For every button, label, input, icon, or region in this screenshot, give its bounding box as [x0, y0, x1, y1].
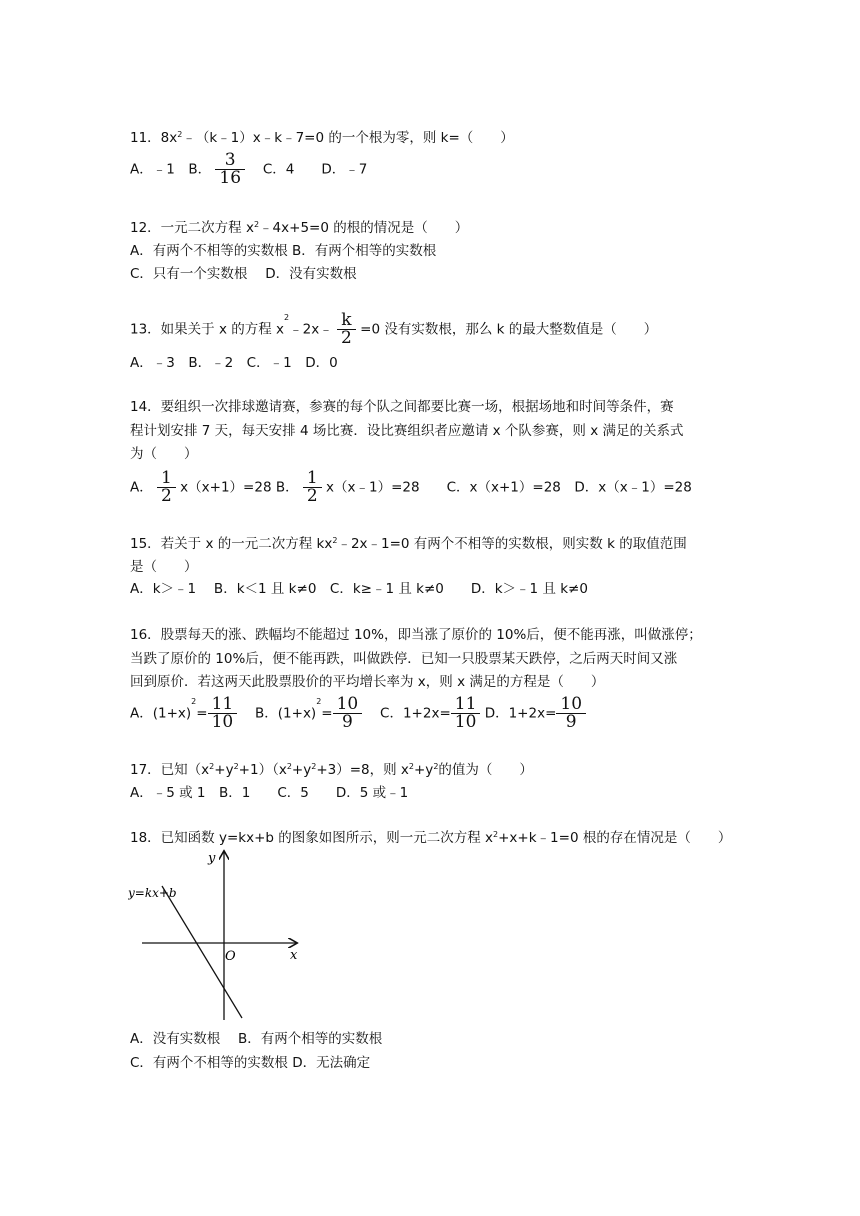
- q15-stem: 15．若关于 x 的一元二次方程 $kx^2﹣2x﹣1=0$ 有两个不相等的实数根，则实数 k 的取值范围: [130, 536, 687, 552]
- q14-fraction-a: $\frac{1}{2}$: [159, 470, 174, 505]
- line-label: y=kx+b: [128, 886, 177, 900]
- q16-fraction-b: $\frac{10}{9}$: [335, 696, 361, 731]
- q16-fraction-c: $\frac{11}{10}$: [453, 696, 479, 731]
- q12-options-line1: A．有两个不相等的实数根 B．有两个相等的实数根: [130, 243, 437, 259]
- q14-options: A． $\frac{1}{2}$ x（x+1）=28 B． $\frac{1}{2}$ x（x﹣1）=28 C．x（x+1）=28 D．x（x﹣1）=28: [130, 468, 692, 506]
- origin-label: O: [225, 949, 236, 964]
- q12-stem: 12．一元二次方程 $x^2﹣4x+5=0$ 的根的情况是（ ）: [130, 220, 469, 236]
- x-axis-label: x: [290, 948, 298, 963]
- q16-stem-line1: 16．股票每天的涨、跌幅均不能超过 10%，即当涨了原价的 10%后，便不能再涨，叫做涨停；: [130, 627, 702, 643]
- q14-stem-line3: 为（ ）: [130, 446, 198, 462]
- q11-fraction: $\frac{3}{16}$: [217, 152, 243, 187]
- q18-options-line2: C．有两个不相等的实数根 D．无法确定: [130, 1055, 371, 1071]
- q16-fraction-d: $\frac{10}{9}$: [558, 696, 584, 731]
- q11-stem: 11．$8x^2﹣(k﹣1)x﹣k﹣7=0$ 的一个根为零，则 k=（ ）: [130, 130, 514, 146]
- q14-stem-line1: 14．要组织一次排球邀请赛，参赛的每个队之间都要比赛一场，根据场地和时间等条件，赛: [130, 399, 674, 415]
- q15-options: A．k＞﹣1 B．k＜1 且 k≠0 C．k≥﹣1 且 k≠0 D．k＞﹣1 且 k≠0: [130, 581, 588, 597]
- q16-stem-line3: 回到原价．若这两天此股票股价的平均增长率为 x，则 x 满足的方程是（ ）: [130, 674, 605, 690]
- q15-stem-line2: 是（ ）: [130, 559, 198, 575]
- q13-options: A．﹣3 B．﹣2 C．﹣1 D．0: [130, 355, 338, 371]
- q17-options: A．﹣5 或 1 B．1 C．5 D．5 或﹣1: [130, 785, 409, 801]
- q18-options-line1: A．没有实数根 B．有两个相等的实数根: [130, 1031, 383, 1047]
- q12-options-line2: C．只有一个实数根 D．没有实数根: [130, 266, 357, 282]
- q17-stem: 17．已知$(x^2+y^2+1)(x^2+y^2+3)=8$，则 $x^2+y^2$的值为（ ）: [130, 762, 533, 778]
- q18-stem: 18．已知函数 y=kx+b 的图象如图所示，则一元二次方程 $x^2+x+k﹣1=0$ 根的存在情况是（ ）: [130, 830, 732, 846]
- q16-stem-line2: 当跌了原价的 10%后，便不能再跌，叫做跌停．已知一只股票某天跌停，之后两天时间又涨: [130, 651, 678, 667]
- y-axis-label: y: [208, 851, 216, 866]
- q11-options: A．﹣1 B． $\frac{3}{16}$ C．4 D．﹣7: [130, 150, 368, 188]
- q18-graph: [128, 846, 308, 1024]
- q14-fraction-b: $\frac{1}{2}$: [305, 470, 320, 505]
- q13-fraction: $\frac{k}{2}$: [339, 312, 354, 347]
- q16-options: A．$(1+x)^2=$ $\frac{11}{10}$ B．$(1+x)^2=$ $\frac{10}{9}$ C．1+2x= $\frac{11}{10}$ D．1+2x= $\frac{10}{9}$: [130, 696, 586, 731]
- q13-stem: 13．如果关于 x 的方程 $x^2﹣2x﹣$ $\frac{k}{2}$ =0 没有实数根，那么 k 的最大整数值是（ ）: [130, 310, 658, 348]
- q16-fraction-a: $\frac{11}{10}$: [210, 696, 236, 731]
- q14-stem-line2: 程计划安排 7 天，每天安排 4 场比赛．设比赛组织者应邀请 x 个队参赛，则 x 满足的关系式: [130, 423, 684, 439]
